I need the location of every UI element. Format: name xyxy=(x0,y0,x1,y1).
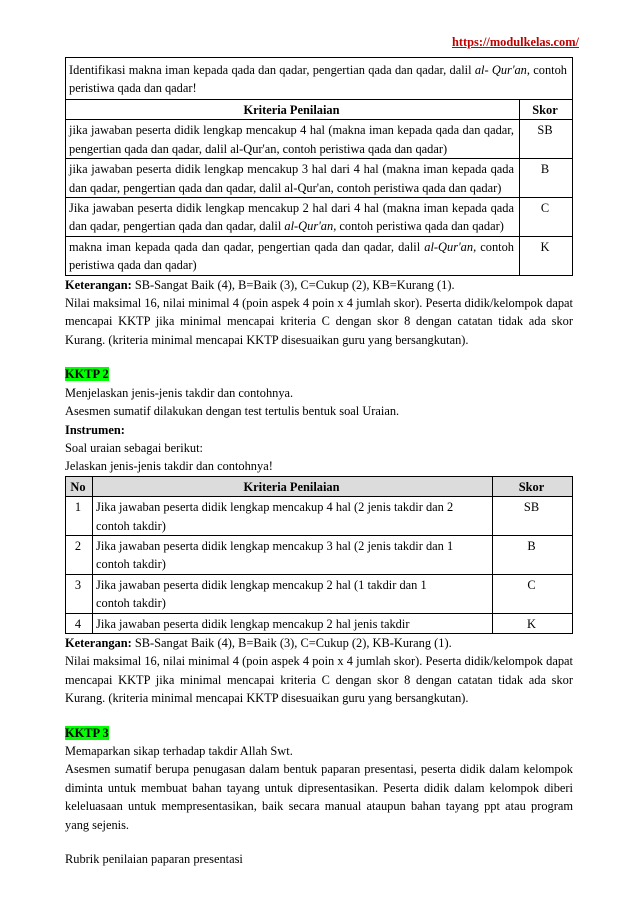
criteria-line-2: contoh takdir) xyxy=(96,596,166,611)
header-url-link[interactable]: https://modulkelas.com/ xyxy=(451,35,579,49)
no-cell: 1 xyxy=(66,497,93,536)
criteria-italic: al-Qur'an xyxy=(284,219,334,234)
criteria-line-1: Jika jawaban peserta didik lengkap mencakup 3 hal (2 jenis takdir dan 1 xyxy=(96,538,454,553)
criteria-line-2: contoh takdir) xyxy=(96,518,166,533)
table-row xyxy=(66,236,573,275)
score-cell: K xyxy=(520,236,573,275)
score-cell: B xyxy=(493,535,573,574)
criteria-line-1: Jika jawaban peserta didik lengkap mencakup 2 hal jenis takdir xyxy=(96,616,410,631)
table-header-row xyxy=(66,100,573,120)
header-kriteria: Kriteria Penilaian xyxy=(93,476,493,496)
header-skor: Skor xyxy=(520,100,573,120)
note-2-label: Keterangan: xyxy=(65,635,132,650)
note-2-line xyxy=(65,634,573,652)
table-header-row xyxy=(66,476,573,496)
criteria-cell xyxy=(66,120,520,159)
criteria-line-1: Jika jawaban peserta didik lengkap mencakup 4 hal (2 jenis takdir dan 2 xyxy=(96,500,454,515)
kktp-2-instrument-label xyxy=(65,421,573,439)
kktp-3-heading-line xyxy=(65,724,573,742)
criteria-cell xyxy=(93,535,493,574)
criteria-line-1: Jika jawaban peserta didik lengkap mencakup 2 hal (1 takdir dan 1 xyxy=(96,577,427,592)
table-row xyxy=(66,497,573,536)
note-1-text: SB-Sangat Baik (4), B=Baik (3), C=Cukup (2), KB=Kurang (1). xyxy=(131,277,455,292)
intro-box xyxy=(65,57,573,99)
table-row xyxy=(66,198,573,237)
score-cell: B xyxy=(520,159,573,198)
score-cell: SB xyxy=(520,120,573,159)
score-cell: C xyxy=(493,574,573,613)
no-cell: 3 xyxy=(66,574,93,613)
criteria-text: jika jawaban peserta didik lengkap mencakup 3 hal dari 4 hal (makna iman kepada qada dan qadar, pengertian qada dan qadar, dalil al-Qur'an, contoh peristiwa qada dan qadar) xyxy=(69,162,514,195)
kktp-3-heading: KKTP 3 xyxy=(65,725,109,740)
score-cell: K xyxy=(493,613,573,633)
criteria-text-post: , contoh peristiwa qada dan qadar) xyxy=(69,239,514,273)
criteria-table-1 xyxy=(65,99,573,276)
criteria-cell xyxy=(66,198,520,237)
criteria-text: jika jawaban peserta didik lengkap mencakup 4 hal (makna iman kepada qada dan qadar, pengertian qada dan qadar, dalil al-Qur'an, contoh peristiwa qada dan qadar) xyxy=(69,123,514,156)
table-row xyxy=(66,159,573,198)
criteria-text: Jika jawaban peserta didik lengkap mencakup 2 hal dari 4 hal (makna iman kepada qada dan qadar, pengertian qada dan qadar, dalil xyxy=(69,201,514,234)
no-cell: 4 xyxy=(66,613,93,633)
intro-text-italic: al- Qur'an xyxy=(474,63,527,77)
kktp-2-line-1: Menjelaskan jenis-jenis takdir dan contohnya. xyxy=(65,385,294,400)
table-row xyxy=(66,120,573,159)
criteria-cell xyxy=(93,497,493,536)
note-1-paragraph: Nilai maksimal 16, nilai minimal 4 (poin aspek 4 poin x 4 jumlah skor). Peserta didik/kelompok dapat mencapai KKTP jika minimal mencapai kriteria C dengan skor 8 dengan catatan tidak ada skor Kurang. (kriteria minimal mencapai KKTP disesuaikan guru yang bersangkutan). xyxy=(65,296,573,347)
spacer xyxy=(65,708,573,724)
kktp-2-line-4: Jelaskan jenis-jenis takdir dan contohnya! xyxy=(65,459,273,474)
kktp-3-footer: Rubrik penilaian paparan presentasi xyxy=(65,852,243,867)
note-2-text: SB-Sangat Baik (4), B=Baik (3), C=Cukup (2), KB-Kurang (1). xyxy=(131,635,452,650)
kktp-2-line-2: Asesmen sumatif dilakukan dengan test tertulis bentuk soal Uraian. xyxy=(65,404,400,419)
header-kriteria: Kriteria Penilaian xyxy=(66,100,520,120)
score-cell: SB xyxy=(493,497,573,536)
intro-text-b: , contoh peristiwa qada dan qadar! xyxy=(69,63,567,95)
kktp-2-heading-line xyxy=(65,365,573,383)
no-cell: 2 xyxy=(66,535,93,574)
criteria-table-2 xyxy=(65,476,573,634)
kktp-3-line-1: Memaparkan sikap terhadap takdir Allah Swt. xyxy=(65,744,293,758)
header-skor: Skor xyxy=(493,476,573,496)
criteria-text-post: , contoh peristiwa qada dan qadar) xyxy=(333,219,504,234)
note-1-label: Keterangan: xyxy=(65,277,132,292)
criteria-text: makna iman kepada qada dan qadar, pengertian qada dan qadar, dalil xyxy=(69,239,425,254)
kktp-2-line-3: Soal uraian sebagai berikut: xyxy=(65,440,203,455)
kktp-3-paragraph: Asesmen sumatif berupa penugasan dalam bentuk paparan presentasi, peserta didik dalam kelompok diminta untuk membuat bahan tayang untuk dipresentasikan. Peserta didik dalam kelompok diberi keleluasaan untuk mempresentasikan, baik secara manual ataupun bahan tayang ppt atau program yang sejenis. xyxy=(65,762,573,832)
spacer xyxy=(65,349,573,365)
note-2-paragraph: Nilai maksimal 16, nilai minimal 4 (poin aspek 4 poin x 4 jumlah skor). Peserta didik/kelompok dapat mencapai KKTP jika minimal mencapai kriteria C dengan skor 8 dengan catatan tidak ada skor Kurang. (kriteria minimal mencapai KKTP disesuaikan guru yang bersangkutan). xyxy=(65,654,573,706)
criteria-cell xyxy=(66,159,520,198)
intro-text-a: Identifikasi makna iman kepada qada dan qadar, pengertian qada dan qadar, dalil xyxy=(69,63,475,77)
table-row xyxy=(66,535,573,574)
kktp-2-heading: KKTP 2 xyxy=(65,367,109,382)
document-content xyxy=(65,57,573,868)
score-cell: C xyxy=(520,198,573,237)
note-1-line xyxy=(65,276,573,294)
criteria-italic: al-Qur'an xyxy=(424,239,474,254)
criteria-cell xyxy=(66,236,520,275)
spacer xyxy=(65,834,573,850)
criteria-cell xyxy=(93,613,493,633)
criteria-cell xyxy=(93,574,493,613)
criteria-line-2: contoh takdir) xyxy=(96,557,166,572)
table-row xyxy=(66,613,573,633)
table-row xyxy=(66,574,573,613)
instrument-label: Instrumen: xyxy=(65,422,125,437)
header-no: No xyxy=(66,476,93,496)
